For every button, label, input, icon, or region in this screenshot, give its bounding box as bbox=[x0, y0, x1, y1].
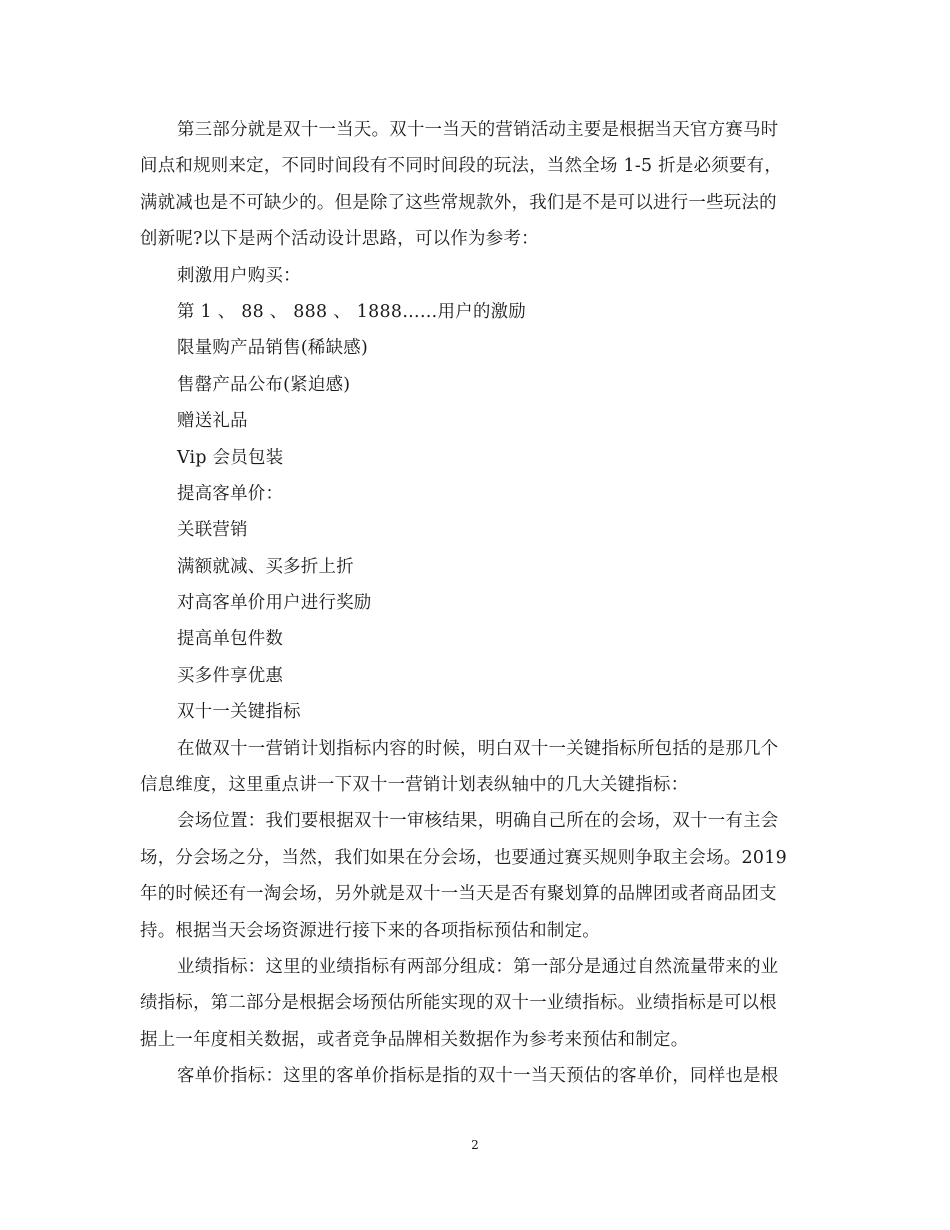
document-body bbox=[140, 112, 812, 1095]
paragraph-indicator-intro bbox=[140, 731, 812, 804]
paragraph-performance-indicator bbox=[140, 949, 812, 1058]
paragraph-third-part bbox=[140, 112, 812, 258]
list-item: 售罄产品公布(紧迫感) bbox=[177, 374, 351, 395]
list-item: 买多件享优惠 bbox=[177, 665, 284, 686]
paragraph-unit-price-indicator bbox=[140, 1058, 812, 1094]
page-number: 2 bbox=[471, 1138, 479, 1152]
text-line: 年的时候还有一淘会场，另外就是双十一当天是否有聚划算的品牌团或者商品团支 bbox=[140, 884, 777, 905]
list-item: 关联营销 bbox=[177, 520, 248, 541]
list-item: 限量购产品销售(稀缺感) bbox=[177, 338, 369, 359]
text-line: 绩指标，第二部分是根据会场预估所能实现的双十一业绩指标。业绩指标是可以根 bbox=[140, 993, 777, 1014]
text-line: 满就减也是不可缺少的。但是除了这些常规款外，我们是不是可以进行一些玩法的 bbox=[140, 192, 777, 213]
text-line: 第三部分就是双十一当天。双十一当天的营销活动主要是根据当天官方赛马时 bbox=[177, 120, 779, 140]
heading-stimulate-purchase: 刺激用户购买： bbox=[177, 265, 301, 286]
list-item: 提高单包件数 bbox=[177, 629, 284, 650]
list-item: 对高客单价用户进行奖励 bbox=[177, 593, 372, 614]
text-line: 据上一年度相关数据，或者竞争品牌相关数据作为参考来预估和制定。 bbox=[140, 1029, 689, 1050]
list-item: 第 1 、 88 、 888 、 1888……用户的激励 bbox=[177, 301, 527, 322]
text-line: 业绩指标：这里的业绩指标有两部分组成：第一部分是通过自然流量带来的业 bbox=[177, 956, 779, 977]
text-line: 场，分会场之分，当然，我们如果在分会场，也要通过赛买规则争取主会场。2019 bbox=[140, 847, 787, 868]
text-line: 在做双十一营销计划指标内容的时候，明白双十一关键指标所包括的是那几个 bbox=[177, 738, 779, 759]
text-line: 持。根据当天会场资源进行接下来的各项指标预估和制定。 bbox=[140, 920, 600, 941]
heading-key-indicators: 双十一关键指标 bbox=[177, 702, 301, 723]
list-item: 满额就减、买多折上折 bbox=[177, 556, 354, 577]
text-line: 会场位置：我们要根据双十一审核结果，明确自己所在的会场，双十一有主会 bbox=[177, 811, 779, 832]
list-item: Vip 会员包装 bbox=[177, 447, 284, 468]
paragraph-venue-position bbox=[140, 803, 812, 949]
text-line: 信息维度，这里重点讲一下双十一营销计划表纵轴中的几大关键指标： bbox=[140, 775, 689, 796]
text-line: 间点和规则来定，不同时间段有不同时间段的玩法，当然全场 1-5 折是必须要有， bbox=[140, 156, 783, 177]
text-line: 创新呢?以下是两个活动设计思路，可以作为参考： bbox=[140, 229, 539, 250]
text-line: 客单价指标：这里的客单价指标是指的双十一当天预估的客单价，同样也是根 bbox=[177, 1066, 779, 1087]
heading-raise-unit-price: 提高客单价： bbox=[177, 483, 284, 504]
list-item: 赠送礼品 bbox=[177, 411, 248, 432]
